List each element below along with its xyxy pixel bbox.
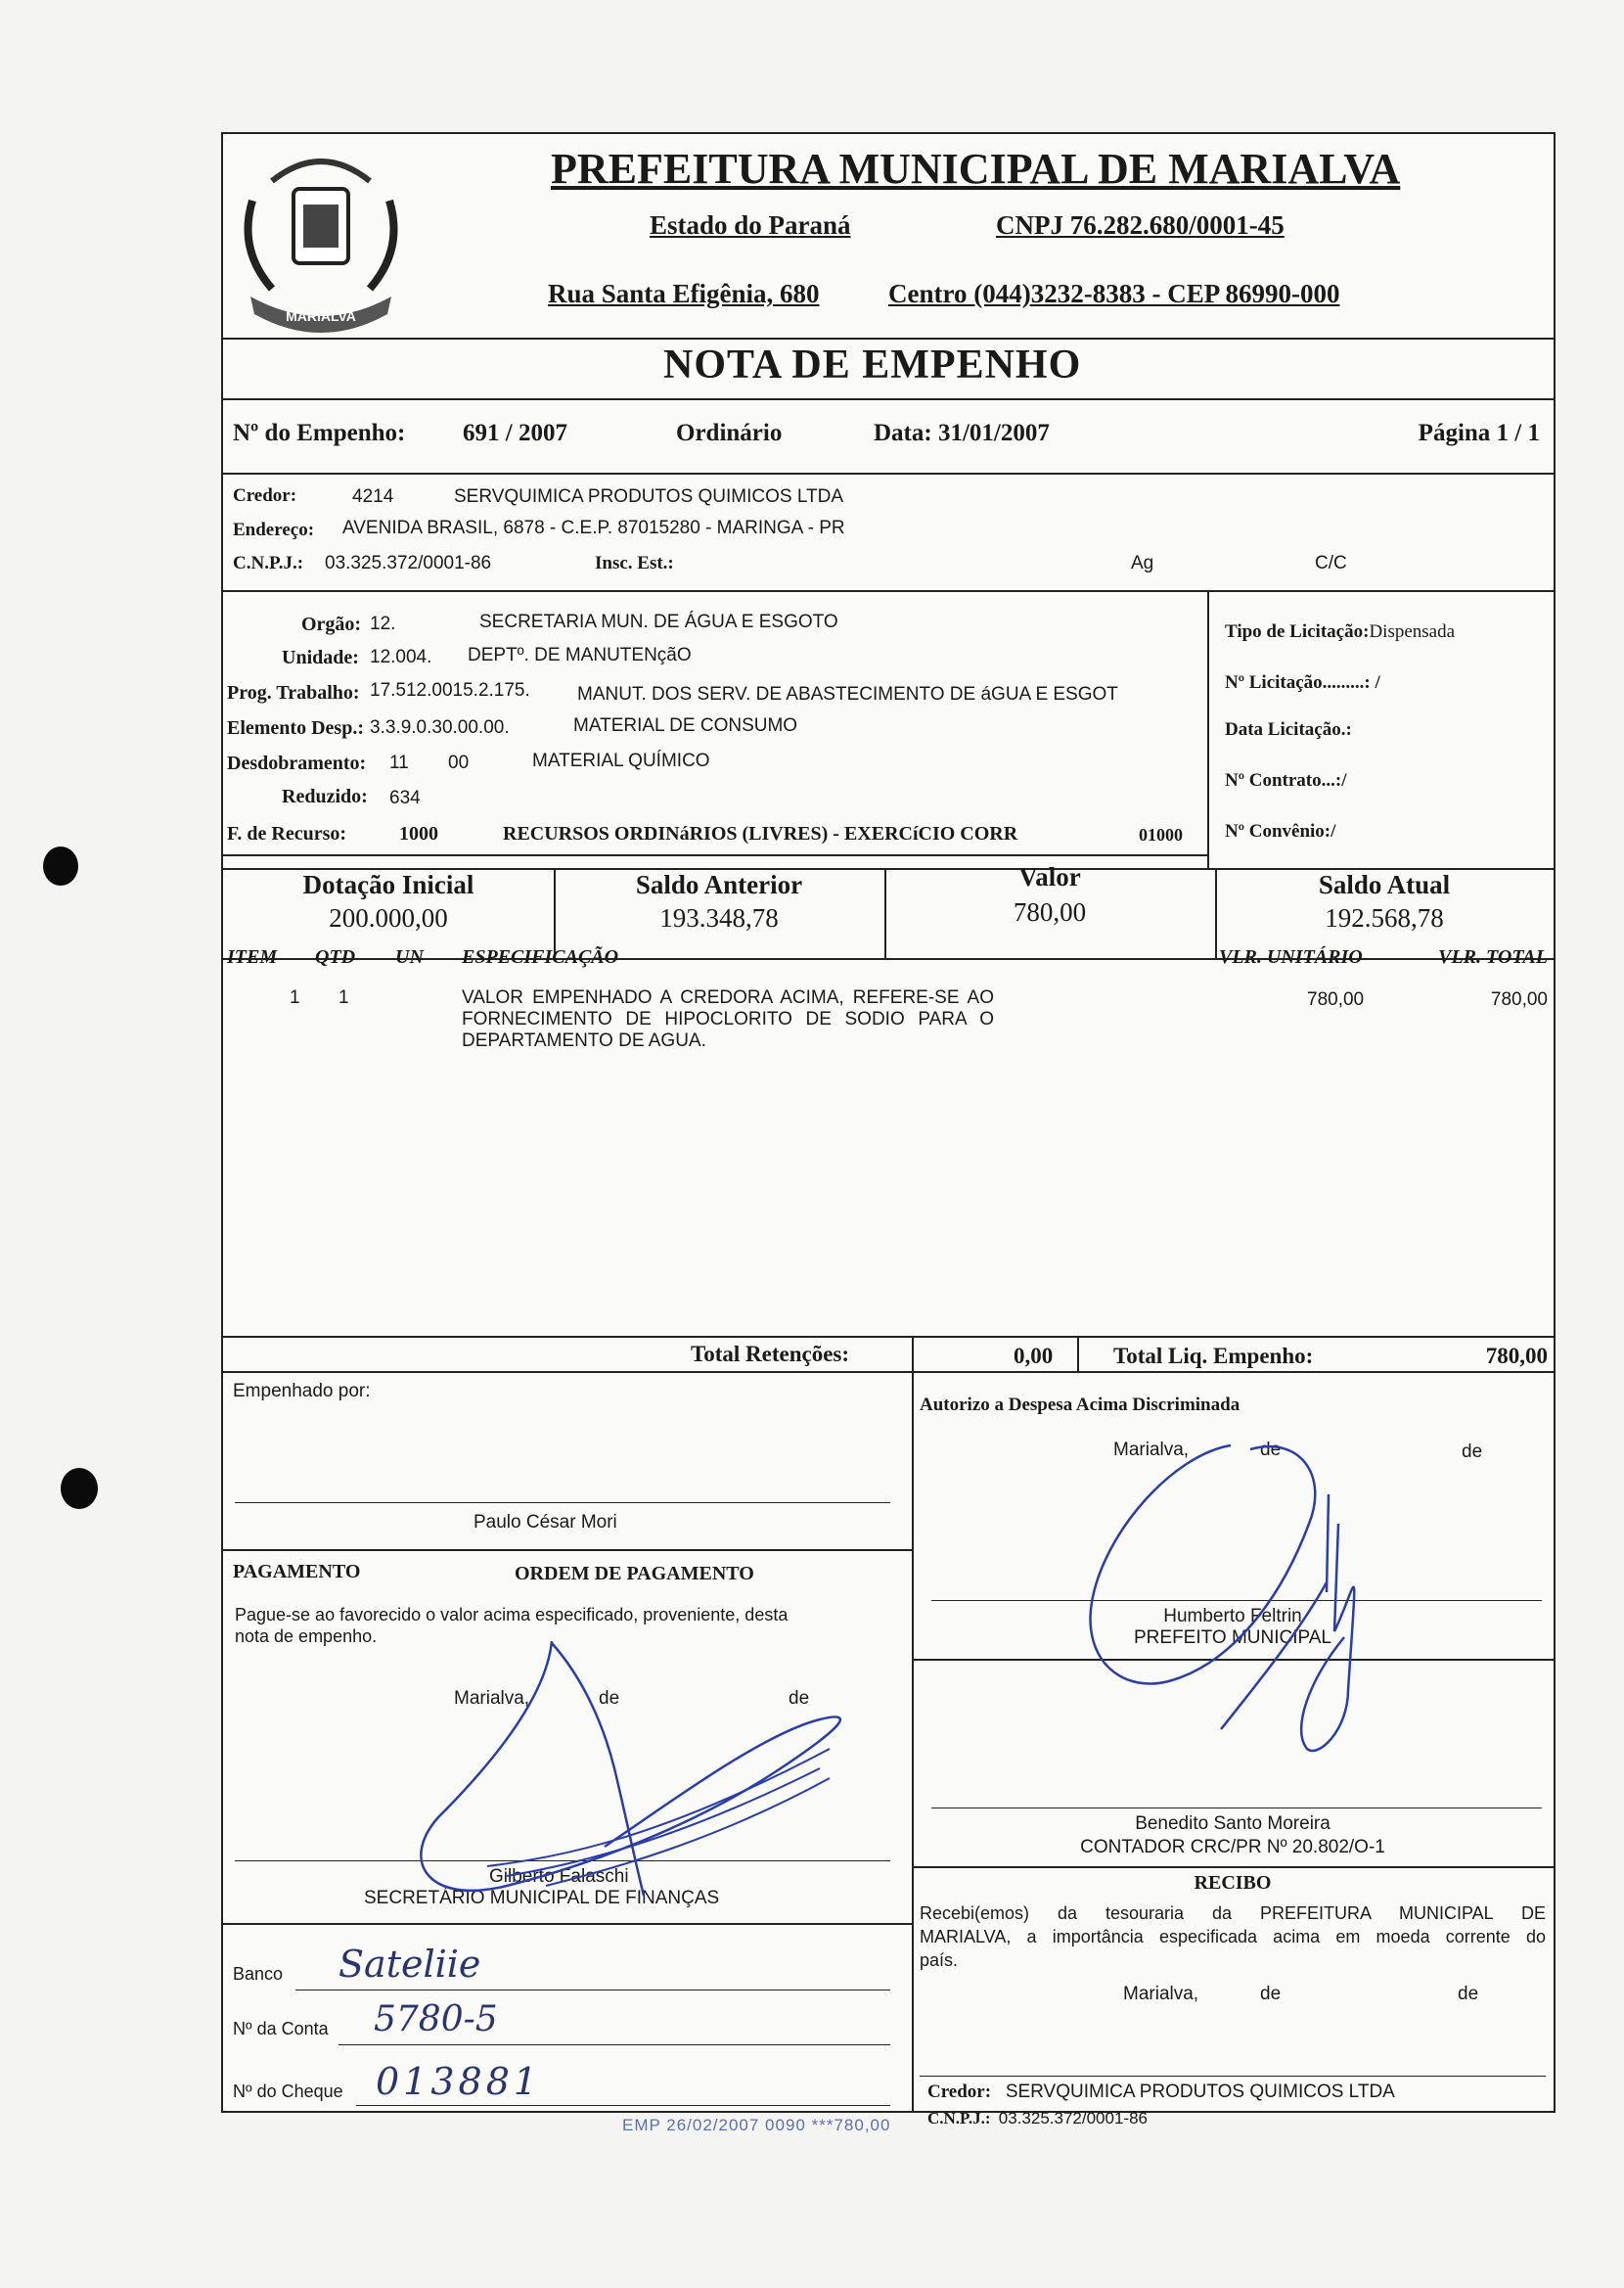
autorizo-de2: de: [1462, 1441, 1483, 1462]
prefeito-name: Humberto Feltrin: [1163, 1606, 1302, 1626]
prog-trabalho-code: 17.512.0015.2.175.: [370, 680, 530, 701]
desdobramento-name: MATERIAL QUÍMICO: [532, 751, 710, 771]
credor-label: Credor:: [233, 485, 297, 506]
autorizo-place: Marialva,: [1113, 1440, 1190, 1460]
elemento-label: Elemento Desp.:: [227, 717, 364, 739]
cheque-value: 013881: [376, 2060, 542, 2103]
item-qtd: 1: [338, 987, 349, 1008]
recurso-code: 1000: [399, 823, 438, 845]
empenho-date: Data: 31/01/2007: [874, 420, 1050, 446]
item-number: 1: [290, 987, 300, 1008]
total-liquido-value: 780,00: [1485, 1344, 1548, 1368]
item-specification: VALOR EMPENHADO A CREDORA ACIMA, REFERE-SE AO FORNECIMENTO DE HIPOCLORITO DE SODIO PARA O DEPARTAMENTO DE AGUA.: [462, 987, 994, 1051]
address-label: Endereço:: [233, 520, 315, 540]
saldo-anterior-label: Saldo Anterior: [635, 870, 803, 899]
tipo-licitacao-value: Dispensada: [1369, 621, 1456, 642]
prog-trabalho-label: Prog. Trabalho:: [227, 682, 360, 704]
recibo-cnpj-value: 03.325.372/0001-86: [998, 2109, 1148, 2128]
page-number: Página 1 / 1: [1418, 420, 1540, 446]
numero-convenio: Nº Convênio:/: [1225, 821, 1336, 842]
recibo-credor-name: SERVQUIMICA PRODUTOS QUIMICOS LTDA: [1005, 2082, 1395, 2102]
recibo-de2: de: [1458, 1984, 1479, 2004]
finance-secretary-name: Gilberto Falaschi: [489, 1866, 629, 1887]
credor-address: AVENIDA BRASIL, 6878 - C.E.P. 87015280 - MARINGA - PR: [342, 518, 845, 538]
prefeito-role: PREFEITO MUNICIPAL: [1134, 1627, 1331, 1648]
col-un: UN: [395, 946, 424, 968]
ordem-pagamento-label: ORDEM DE PAGAMENTO: [515, 1563, 754, 1584]
elemento-name: MATERIAL DE CONSUMO: [573, 715, 798, 736]
secretario-signature: [370, 1622, 879, 1935]
cnpj-label: C.N.P.J.:: [233, 553, 304, 573]
cnpj-header: CNPJ 76.282.680/0001-45: [996, 210, 1285, 240]
banco-label: Banco: [233, 1964, 284, 1984]
punch-hole-bottom: [61, 1468, 98, 1509]
autorizo-label: Autorizo a Despesa Acima Discriminada: [920, 1395, 1241, 1415]
recibo-cnpj: C.N.P.J.: 03.325.372/0001-86: [927, 2109, 1148, 2128]
recibo-credor: Credor: SERVQUIMICA PRODUTOS QUIMICOS LTDA: [927, 2082, 1395, 2102]
conta-label: Nº da Conta: [233, 2019, 329, 2038]
desdobramento-label: Desdobramento:: [227, 753, 367, 774]
svg-text:MARIALVA: MARIALVA: [286, 308, 356, 324]
valor-value: 780,00: [1013, 897, 1087, 927]
contact-info: Centro (044)3232-8383 - CEP 86990-000: [888, 279, 1340, 308]
finance-secretary-role: SECRETÁRIO MUNICIPAL DE FINANÇAS: [364, 1888, 720, 1908]
pagamento-text: Pague-se ao favorecido o valor acima especificado, proveniente, desta nota de empenho.: [235, 1605, 789, 1646]
recibo-de1: de: [1260, 1984, 1282, 2004]
empenhado-por-label: Empenhado por:: [233, 1381, 371, 1401]
credor-code: 4214: [352, 486, 394, 507]
recurso-name: RECURSOS ORDINáRIOS (LIVRES) - EXERCíCIO CORR: [503, 823, 1018, 845]
pagamento-de1: de: [599, 1688, 620, 1709]
numero-licitacao: Nº Licitação.........: /: [1225, 672, 1380, 693]
state-name: Estado do Paraná: [650, 210, 851, 240]
elemento-code: 3.3.9.0.30.00.00.: [370, 717, 510, 738]
item-total-price: 780,00: [1490, 989, 1548, 1010]
tipo-licitacao: Tipo de Licitação:Dispensada: [1225, 621, 1456, 642]
unidade-name: DEPTº. DE MANUTENçãO: [468, 645, 692, 665]
bank-stamp: EMP 26/02/2007 0090 ***780,00: [622, 2116, 891, 2134]
recurso-code2: 01000: [1139, 825, 1183, 845]
autorizo-de1: de: [1260, 1440, 1282, 1460]
cc-label: C/C: [1315, 553, 1347, 573]
credor-name: SERVQUIMICA PRODUTOS QUIMICOS LTDA: [454, 486, 844, 507]
dotacao-inicial-value: 200.000,00: [329, 903, 448, 933]
unidade-code: 12.004.: [370, 647, 432, 667]
total-retencoes-value: 0,00: [1014, 1344, 1054, 1368]
numero-contrato: Nº Contrato...:/: [1225, 770, 1347, 791]
conta-value: 5780-5: [374, 1999, 498, 2039]
desdobramento-code2: 00: [448, 753, 470, 773]
contador-role: CONTADOR CRC/PR Nº 20.802/O-1: [1080, 1837, 1385, 1857]
valor-label: Valor: [1018, 862, 1081, 892]
empenho-type: Ordinário: [676, 420, 783, 446]
recibo-text: Recebi(emos) da tesouraria da PREFEITURA MUNICIPAL DE MARIALVA, a importância especificada acima em moeda corrente do país.: [920, 1903, 1546, 1970]
prog-trabalho-name: MANUT. DOS SERV. DE ABASTECIMENTO DE áGUA E ESGOT: [577, 684, 1118, 705]
banco-value: Sateliie: [338, 1943, 481, 1986]
desdobramento-code1: 11: [389, 753, 409, 773]
col-especificacao: ESPECIFICAÇÃO: [462, 946, 619, 968]
saldo-anterior-value: 193.348,78: [659, 903, 779, 933]
insc-est-label: Insc. Est.:: [595, 553, 674, 573]
empenho-label: Nº do Empenho:: [233, 420, 406, 446]
col-vlr-total: VLR. TOTAL: [1438, 946, 1548, 968]
orgao-name: SECRETARIA MUN. DE ÁGUA E ESGOTO: [479, 612, 838, 632]
col-item: ITEM: [227, 946, 278, 968]
punch-hole-top: [43, 847, 78, 886]
dotacao-inicial-label: Dotação Inicial: [302, 870, 474, 899]
document-title: NOTA DE EMPENHO: [663, 343, 1082, 388]
total-liquido-label: Total Liq. Empenho:: [1113, 1344, 1314, 1368]
reduzido-value: 634: [389, 788, 421, 808]
pagamento-place: Marialva,: [454, 1688, 530, 1709]
saldo-atual-value: 192.568,78: [1325, 903, 1444, 933]
unidade-label: Unidade:: [282, 647, 359, 668]
contador-name: Benedito Santo Moreira: [1135, 1813, 1331, 1834]
reduzido-label: Reduzido:: [282, 786, 368, 807]
pagamento-label: PAGAMENTO: [233, 1561, 361, 1582]
orgao-code: 12.: [370, 614, 396, 634]
ag-label: Ag: [1131, 553, 1154, 573]
orgao-label: Orgão:: [301, 614, 362, 635]
saldo-atual-label: Saldo Atual: [1318, 870, 1451, 899]
recibo-title: RECIBO: [1194, 1872, 1272, 1894]
municipal-crest-logo: [233, 142, 409, 338]
empenhado-por-name: Paulo César Mori: [474, 1512, 617, 1533]
col-qtd: QTD: [315, 946, 356, 968]
item-unit-price: 780,00: [1307, 989, 1365, 1010]
prefeitura-title: PREFEITURA MUNICIPAL DE MARIALVA: [551, 145, 1401, 193]
street-address: Rua Santa Efigênia, 680: [548, 279, 820, 308]
col-vlr-unitario: VLR. UNITÁRIO: [1219, 946, 1363, 968]
data-licitacao: Data Licitação.:: [1225, 719, 1352, 740]
recibo-place: Marialva,: [1123, 1984, 1199, 2004]
recurso-label: F. de Recurso:: [227, 823, 347, 845]
empenho-number: 691 / 2007: [463, 420, 567, 446]
prefeito-signature: [1064, 1436, 1407, 1768]
pagamento-de2: de: [789, 1688, 810, 1709]
total-retencoes-label: Total Retenções:: [691, 1342, 850, 1366]
cheque-label: Nº do Cheque: [233, 2082, 343, 2101]
credor-cnpj: 03.325.372/0001-86: [325, 553, 492, 573]
